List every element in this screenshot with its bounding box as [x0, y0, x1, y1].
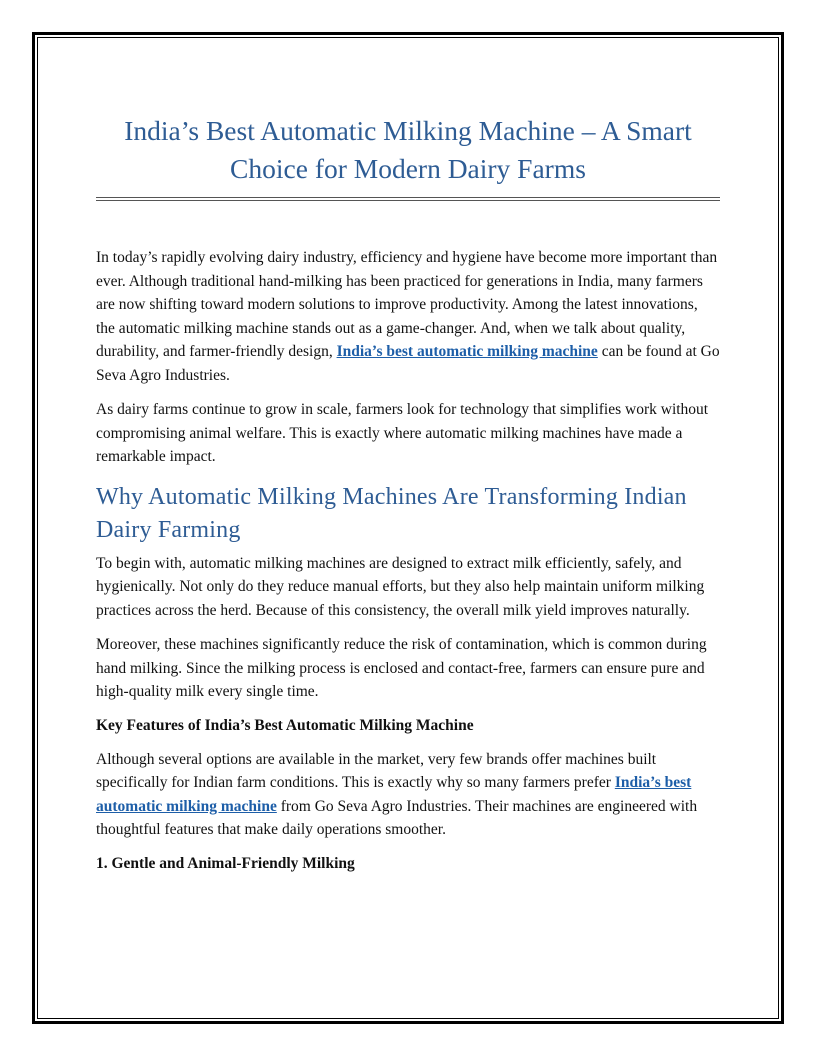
section2-text-before-link: Although several options are available in the market, very few brands offer machines built specifically for Indian farm conditions. This is exactly why so many farmers prefer — [96, 750, 657, 791]
intro-paragraph-1 — [96, 246, 720, 387]
section1-paragraph-2: Moreover, these machines significantly reduce the risk of contamination, which is common during hand milking. Since the milking process is enclosed and contact-free, farmers can ensure pure and high-quality milk every single time. — [96, 636, 707, 700]
intro-text-after-link: can be found at Go Seva Agro Industries. — [96, 343, 720, 384]
feature-1-heading: 1. Gentle and Animal-Friendly Milking — [96, 854, 355, 872]
section-heading-why: Why Automatic Milking Machines Are Transforming Indian Dairy Farming — [96, 483, 687, 543]
best-milking-machine-link-2[interactable]: India’s best automatic milking machine — [96, 774, 692, 815]
document-body — [96, 112, 720, 886]
document-title: India’s Best Automatic Milking Machine – A Smart Choice for Modern Dairy Farms — [124, 115, 692, 184]
intro-paragraph-2: As dairy farms continue to grow in scale, farmers look for technology that simplifies work without compromising animal welfare. This is exactly where automatic milking machines have made a remarkable impact. — [96, 401, 709, 465]
section-heading-key-features: Key Features of India’s Best Automatic Milking Machine — [96, 716, 474, 734]
section1-paragraph-1: To begin with, automatic milking machines are designed to extract milk efficiently, safely, and hygienically. Not only do they reduce manual efforts, but they also help maintain uniform milking practices across the herd. Because of this consistency, the overall milk yield improves naturally. — [96, 554, 705, 619]
intro-text-before-link: In today’s rapidly evolving dairy industry, efficiency and hygiene have become more important than ever. Although traditional hand-milking has been practiced for generations in India, many farmers are now shifting toward modern solutions to improve productivity. Among the latest innovations, the automatic milking machine stands out as a game-changer. And, when we talk about quality, durability, and farmer-friendly design, — [96, 249, 718, 360]
best-milking-machine-link[interactable]: India’s best automatic milking machine — [336, 343, 598, 360]
section2-paragraph-1 — [96, 748, 720, 842]
section2-text-after-link: from Go Seva Agro Industries. Their machines are engineered with thoughtful features that make daily operations smoother. — [96, 797, 698, 838]
